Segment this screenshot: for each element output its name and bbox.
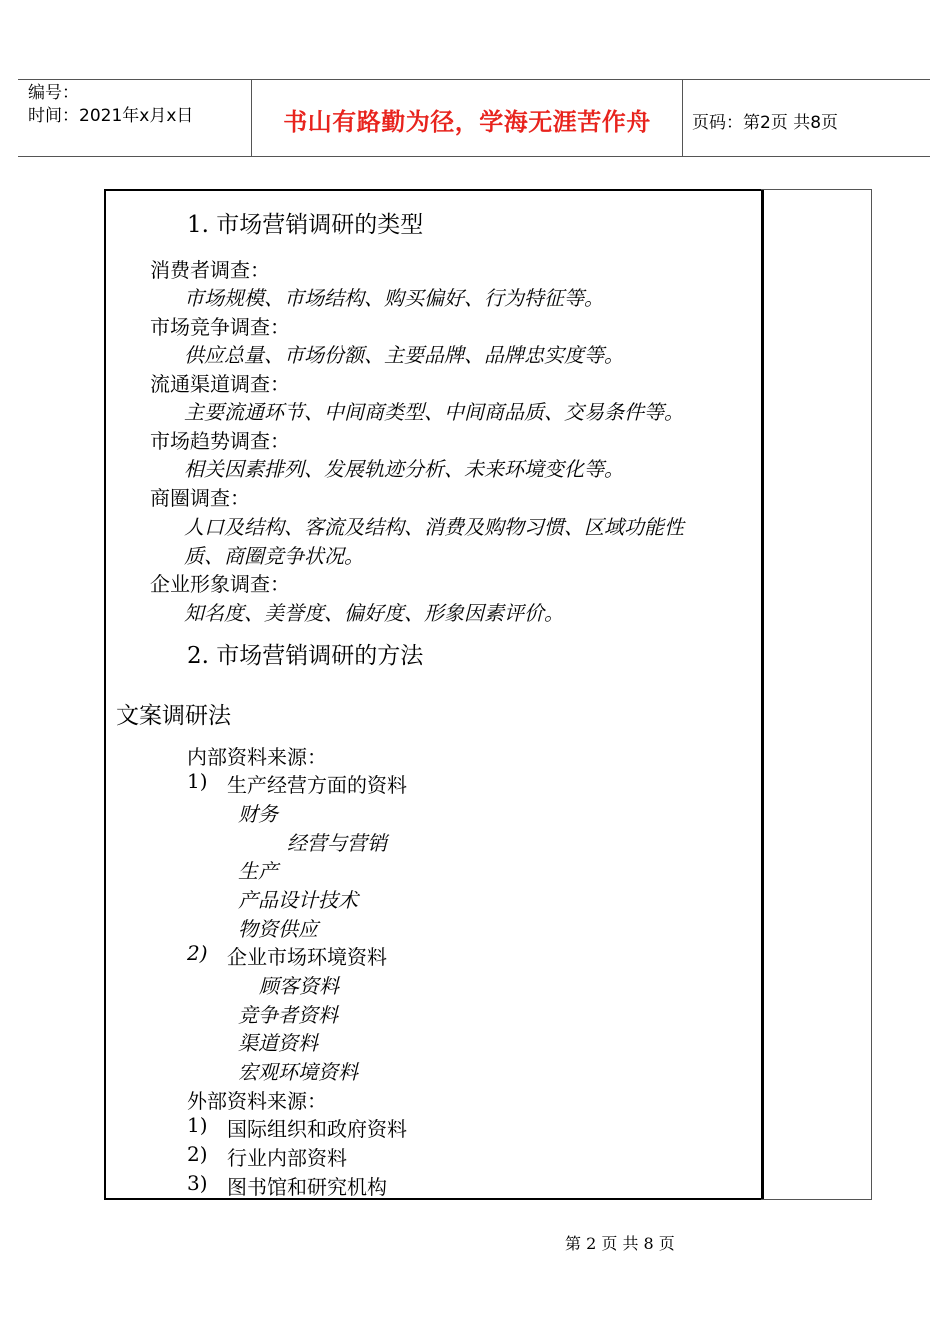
footer-page-number: 第 2 页 共 8 页 — [565, 1234, 675, 1253]
label-competition-survey: 市场竞争调查： — [150, 315, 290, 339]
external-sources-label: 外部资料来源： — [187, 1089, 327, 1113]
header-info — [28, 82, 193, 128]
sub-item: 产品设计技术 — [238, 888, 358, 912]
sub-item: 生产 — [238, 859, 278, 883]
label-trend-survey: 市场趋势调查： — [150, 429, 290, 453]
sub-item: 渠道资料 — [238, 1031, 318, 1055]
sub-item: 顾客资料 — [259, 974, 339, 998]
list-number: 3) — [187, 1171, 208, 1195]
text-consumer-survey: 市场规模、市场结构、购买偏好、行为特征等。 — [184, 286, 604, 310]
list-item: 生产经营方面的资料 — [227, 773, 407, 797]
list-number: 2) — [187, 941, 208, 965]
internal-sources-label: 内部资料来源： — [187, 745, 327, 769]
header-motto: 书山有路勤为径，学海无涯苦作舟 — [283, 108, 651, 136]
list-item: 企业市场环境资料 — [227, 945, 387, 969]
sub-item: 竞争者资料 — [238, 1003, 338, 1027]
label-image-survey: 企业形象调查： — [150, 572, 290, 596]
list-item: 行业内部资料 — [227, 1146, 347, 1170]
header-bottom-rule — [18, 156, 930, 157]
header-number: 编号： — [28, 83, 79, 103]
sub-item: 物资供应 — [238, 917, 318, 941]
label-channel-survey: 流通渠道调查： — [150, 372, 290, 396]
list-item: 图书馆和研究机构 — [227, 1175, 387, 1199]
label-consumer-survey: 消费者调查： — [150, 258, 270, 282]
text-trade-area-survey-2: 质、商圈竞争状况。 — [184, 544, 364, 568]
list-number: 1) — [187, 769, 208, 793]
side-column — [761, 189, 872, 1200]
text-trend-survey: 相关因素排列、发展轨迹分析、未来环境变化等。 — [184, 457, 624, 481]
header-page-number: 页码：第2页 共8页 — [692, 113, 839, 133]
sub-item: 宏观环境资料 — [238, 1060, 358, 1084]
list-item: 国际组织和政府资料 — [227, 1117, 407, 1141]
text-image-survey: 知名度、美誉度、偏好度、形象因素评价。 — [184, 601, 564, 625]
header-divider-2 — [682, 79, 683, 156]
list-number: 2) — [187, 1142, 208, 1166]
sub-item: 财务 — [238, 802, 278, 826]
section-1-title: 1. 市场营销调研的类型 — [187, 212, 424, 238]
method-title: 文案调研法 — [116, 703, 231, 729]
header-time: 时间：2021年x月x日 — [28, 106, 194, 126]
text-channel-survey: 主要流通环节、中间商类型、中间商品质、交易条件等。 — [184, 400, 684, 424]
text-trade-area-survey-1: 人口及结构、客流及结构、消费及购物习惯、区域功能性 — [184, 515, 684, 539]
sub-item: 经营与营销 — [287, 831, 387, 855]
header-top-rule — [18, 79, 930, 80]
section-2-title: 2. 市场营销调研的方法 — [187, 643, 424, 669]
label-trade-area-survey: 商圈调查： — [150, 486, 250, 510]
text-competition-survey: 供应总量、市场份额、主要品牌、品牌忠实度等。 — [184, 343, 624, 367]
list-number: 1) — [187, 1113, 208, 1137]
